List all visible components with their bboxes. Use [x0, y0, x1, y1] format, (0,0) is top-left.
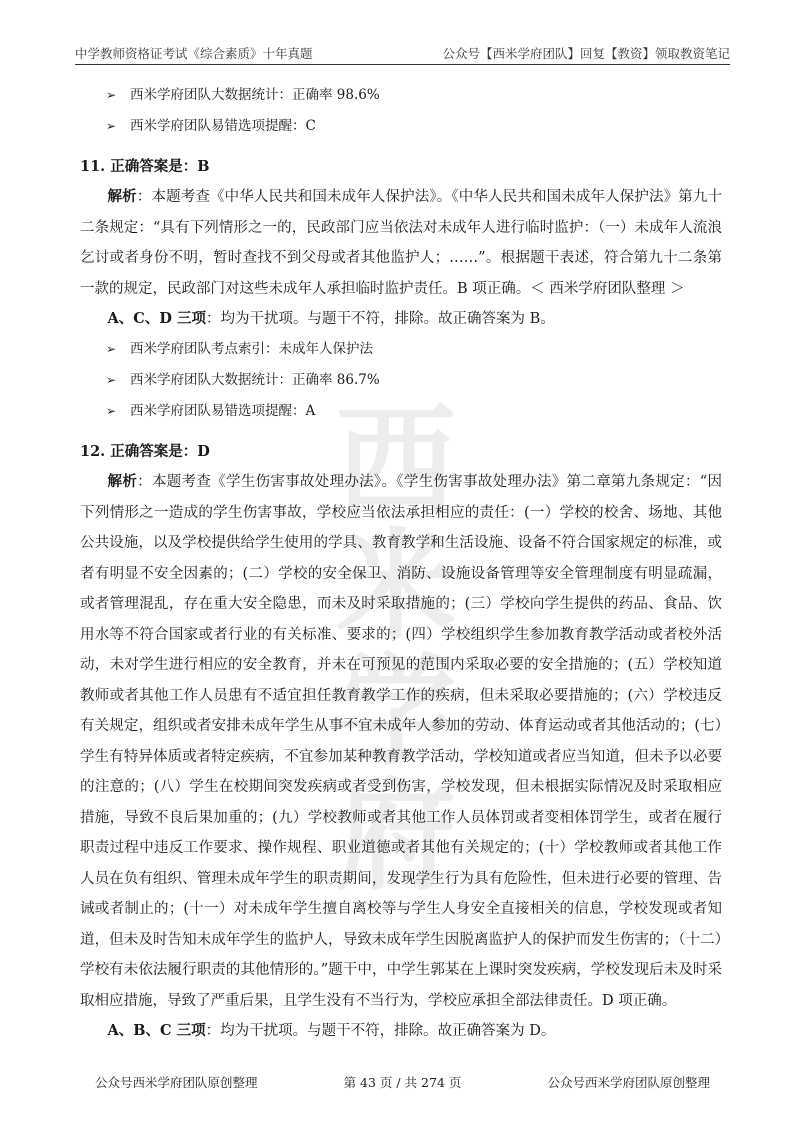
question-12-title: 12. 正确答案是：D — [80, 443, 210, 460]
options-text: ：均为干扰项。与题干不符，排除。故正确答案为 B。 — [205, 311, 555, 327]
bullet-text: 西米学府团队易错选项提醒：A — [130, 403, 316, 419]
list-item — [80, 334, 722, 365]
analysis-text: ：本题考查《中华人民共和国未成年人保护法》。《中华人民共和国未成年人保护法》第九十二条规定：“具有下列情形之一的，民政部门应当依法对未成年人进行临时监护：（一）未成年人流浪乞讨或者身份不明，暂时查找不到父母或者其他监护人；……”。根据题干表述，符合第九十二条第一款的规定，民政部门对这些未成年人承担临时监护责任。B 项正确。＜ 西米学府团队整理 ＞ — [80, 189, 723, 297]
options-label: A、B、C 三项 — [107, 1022, 206, 1039]
bullet-text: 西米学府团队大数据统计：正确率 98.6% — [130, 87, 380, 103]
options-label: A、C、D 三项 — [107, 310, 206, 327]
analysis-label: 解析 — [107, 188, 137, 205]
question-11-analysis — [80, 182, 722, 304]
header-right-note: 公众号【西米学府团队】回复【教资】领取教资笔记 — [442, 46, 730, 61]
analysis-label: 解析 — [107, 473, 138, 490]
analysis-text: ：本题考查《学生伤害事故处理办法》。《学生伤害事故处理办法》第二章第九条规定：“因下列情形之一造成的学生伤害事故，学校应当依法承担相应的责任：(一）学校的校舍、场地、其他公共设施，以及学校提供给学生使用的学具、教育教学和生活设施、设备不符合国家规定的标准，或者有明显不安全因素的；(二）学校的安全保卫、消防、设施设备管理等安全管理制度有明显疏漏，或者管理混乱，存在重大安全隐患，而未及时采取措施的；(三）学校向学生提供的药品、食品、饮用水等不符合国家或者行业的有关标准、要求的；(四）学校组织学生参加教育教学活动或者校外活动，未对学生进行相应的安全教育，并未在可预见的范围内采取必要的安全措施的；(五）学校知道教师或者其他工作人员患有不适宜担任教育教学工作的疾病，但未采取必要措施的；(六）学校违反有关规定，组织或者安排未成年学生从事不宜未成年人参加的劳动、体育运动或者其他活动的；(七）学生有特异体质或者特定疾病，不宜参加某种教育教学活动，学校知道或者应当知道，但未予以必要的注意的；(八）学生在校期间突发疾病或者受到伤害，学校发现，但未根据实际情况及时采取相应措施，导致不良后果加重的；(九）学校教师或者其他工作人员体罚或者变相体罚学生，或者在履行职责过程中违反工作要求、操作规程、职业道德或者其他有关规定的；(十）学校教师或者其他工作人员在负有组织、管理未成年学生的职责期间，发现学生行为具有危险性，但未进行必要的管理、告诫或者制止的；(十一）对未成年学生擅自离校等与学生人身安全直接相关的信息，学校发现或者知道，但未及时告知未成年学生的监护人，导致未成年学生因脱离监护人的保护而发生伤害的；（十二）学校有未依法履行职责的其他情形的。”题干中，中学生郭某在上课时突发疾病，学校发现后未及时采取相应措施，导致了严重后果，且学生没有不当行为，学校应承担全部法律责任。D 项正确。 — [80, 474, 722, 1009]
bullet-text: 西米学府团队考点索引：未成年人保护法 — [130, 341, 373, 357]
watermark-logo: 西米学府 — [336, 393, 460, 907]
question-11-title: 11. 正确答案是：B — [80, 158, 210, 175]
list-item — [80, 365, 722, 396]
footer-right: 公众号西米学府团队原创整理 — [547, 1075, 710, 1090]
arrow-bullet-icon: ➢ — [106, 88, 117, 102]
arrow-bullet-icon: ➢ — [106, 373, 117, 387]
question-12-options — [80, 1016, 722, 1046]
list-item — [80, 80, 722, 111]
arrow-bullet-icon: ➢ — [106, 404, 117, 418]
list-item — [80, 396, 722, 427]
question-12-analysis — [80, 467, 722, 1016]
question-11-options — [80, 304, 722, 334]
page-content — [80, 80, 722, 1046]
page-number: 第 43 页 / 共 274 页 — [343, 1075, 462, 1090]
bullet-text: 西米学府团队大数据统计：正确率 86.7% — [130, 372, 380, 388]
list-item — [80, 111, 722, 142]
header-left-title: 中学教师资格证考试《综合素质》十年真题 — [75, 46, 313, 61]
arrow-bullet-icon: ➢ — [106, 119, 117, 133]
arrow-bullet-icon: ➢ — [106, 342, 117, 356]
page-footer — [95, 1073, 710, 1093]
bullet-text: 西米学府团队易错选项提醒：C — [130, 118, 316, 134]
page-header — [75, 38, 730, 65]
footer-left: 公众号西米学府团队原创整理 — [95, 1075, 258, 1090]
options-text: ：均为干扰项。与题干不符，排除。故正确答案为 D。 — [205, 1023, 556, 1039]
